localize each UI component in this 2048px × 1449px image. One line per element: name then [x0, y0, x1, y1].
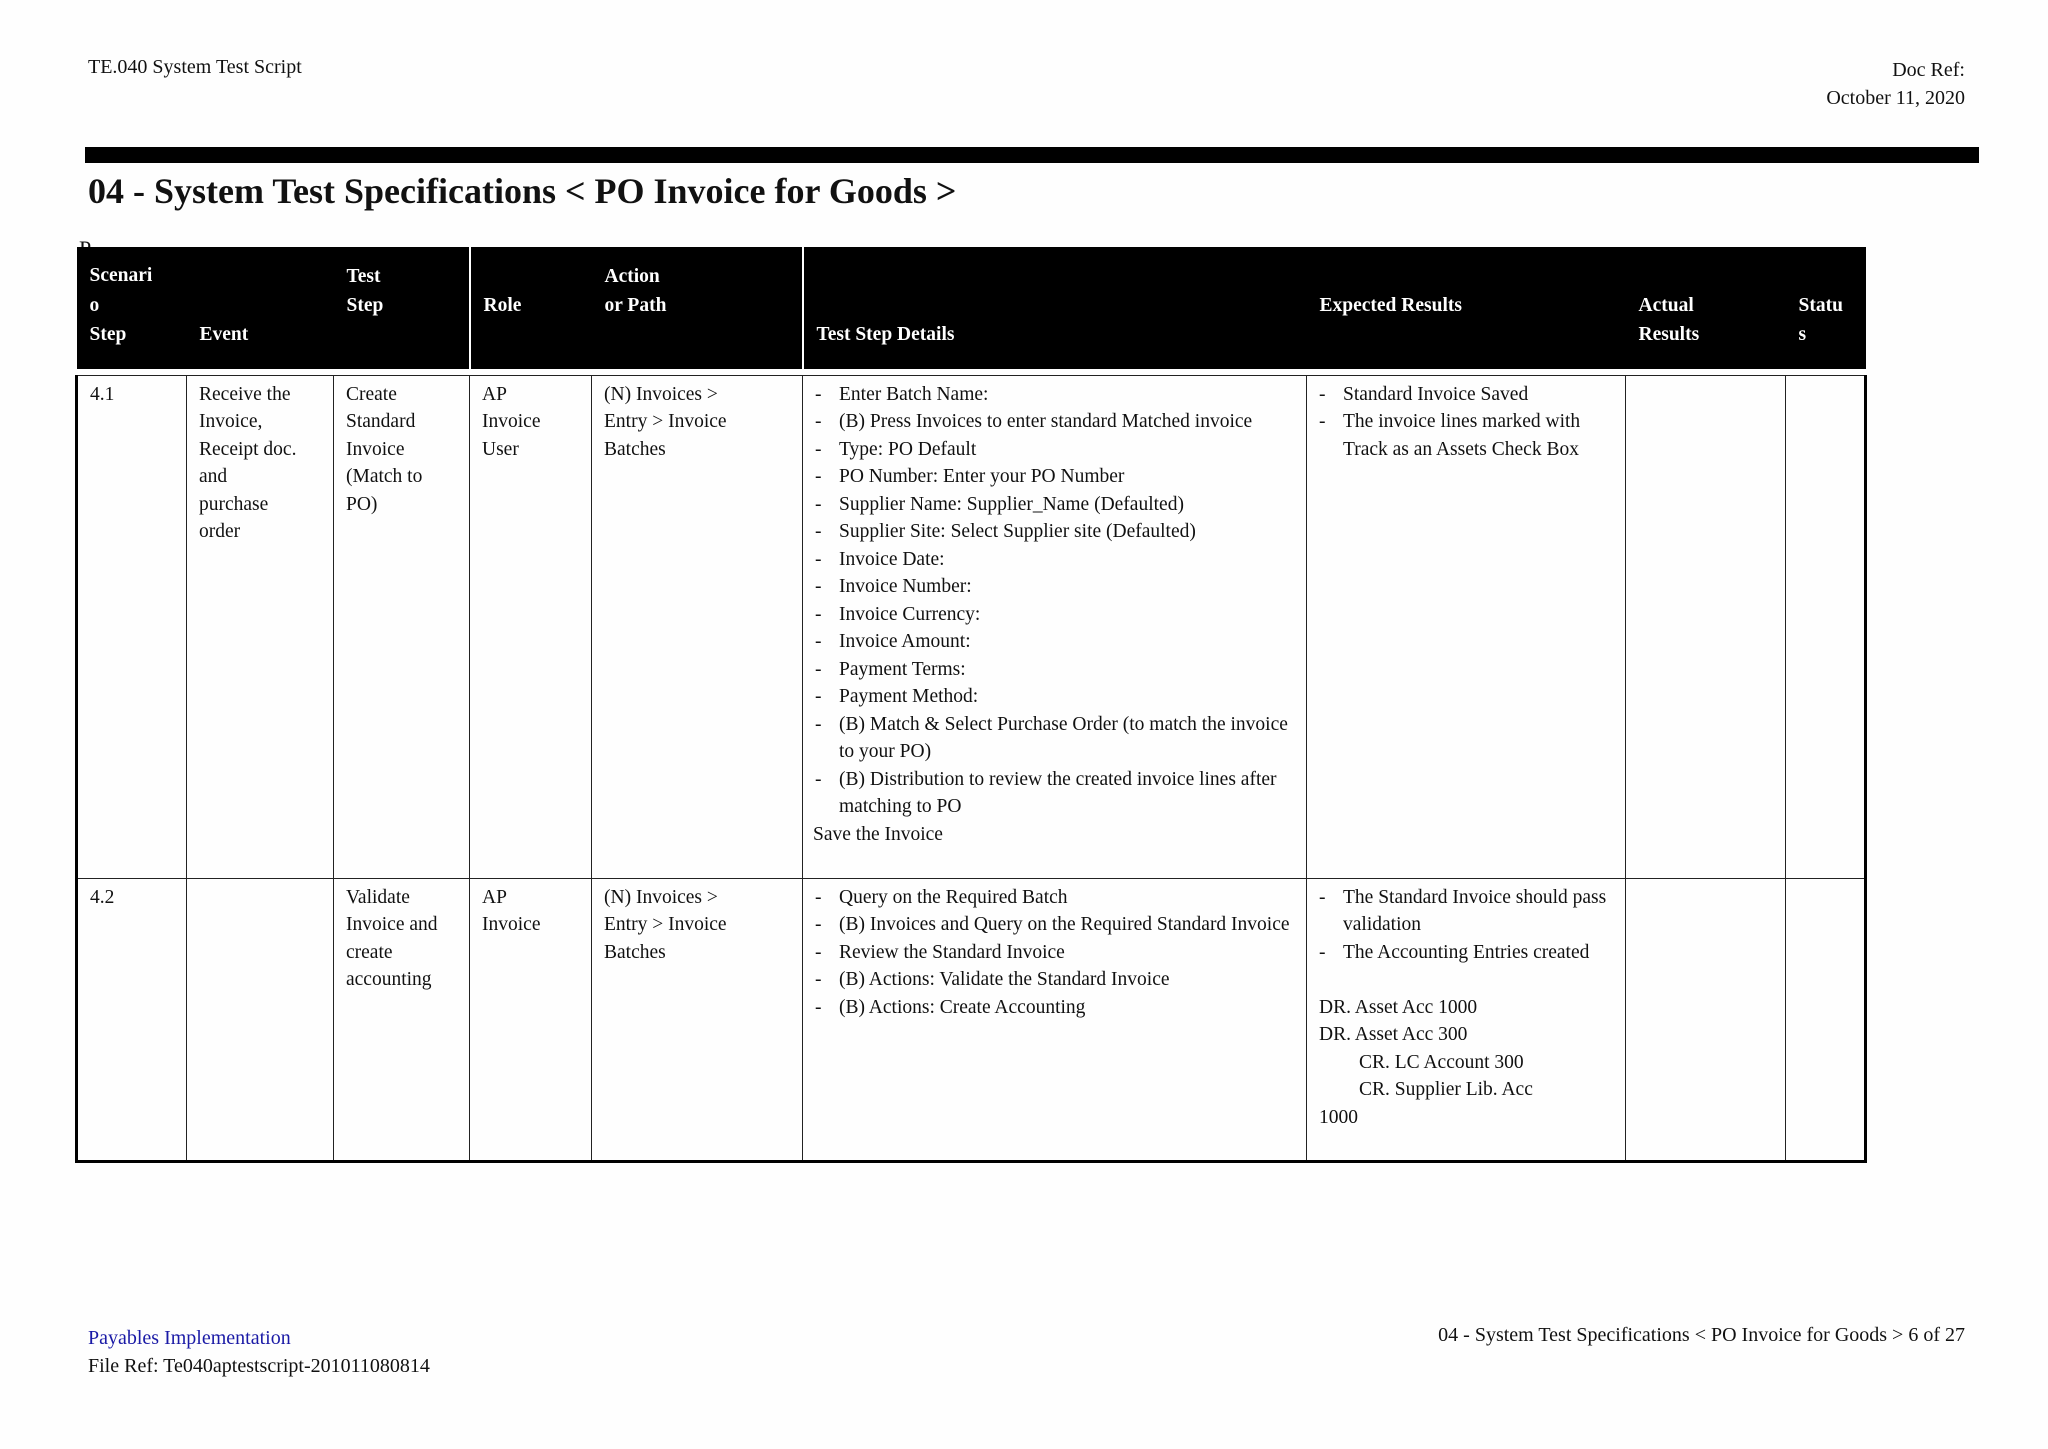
col-header-test-step-details: Test Step Details: [803, 247, 1307, 368]
col-header-event: Event: [199, 324, 249, 345]
doc-ref-block: [1826, 56, 1965, 112]
list-item: - The Standard Invoice should pass validation: [1319, 884, 1615, 939]
list-item: - Invoice Date:: [815, 546, 1296, 574]
list-item: - Enter Batch Name:: [815, 381, 1296, 409]
page-info: 04 - System Test Specifications < PO Invoice for Goods > 6 of 27: [1438, 1324, 1965, 1346]
list-item: - PO Number: Enter your PO Number: [815, 463, 1296, 491]
list-item: - Payment Method:: [815, 683, 1296, 711]
table-header-row: [77, 247, 1866, 368]
list-item: - Review the Standard Invoice: [815, 939, 1296, 967]
clipped-text-fragment: P: [79, 236, 92, 261]
cell-action-path: (N) Invoices > Entry > Invoice Batches: [592, 375, 803, 878]
cell-status[interactable]: [1786, 878, 1866, 1161]
list-item: - (B) Match & Select Purchase Order (to match the invoice to your PO): [815, 711, 1296, 766]
list-item: - Invoice Number:: [815, 573, 1296, 601]
entry-debit: DR. Asset Acc 1000: [1319, 996, 1478, 1018]
cell-event: Receive the Invoice, Receipt doc. and purchase order: [187, 375, 334, 878]
cell-test-step: Create Standard Invoice (Match to PO): [334, 375, 470, 878]
cell-role: AP Invoice User: [470, 375, 592, 878]
cell-step: 4.1: [77, 375, 187, 878]
cell-expected-results: [1307, 878, 1626, 1161]
file-ref: File Ref: Te040aptestscript-201011080814: [88, 1355, 430, 1377]
cell-expected-results: [1307, 375, 1626, 878]
project-link[interactable]: Payables Implementation: [88, 1327, 291, 1349]
header-rule: [85, 147, 1979, 163]
list-item: - (B) Press Invoices to enter standard Matched invoice: [815, 408, 1296, 436]
footer-left: [88, 1324, 430, 1380]
col-header-actual-results: Actual Results: [1638, 294, 1700, 345]
entry-credit: CR. Supplier Lib. Acc: [1359, 1079, 1533, 1100]
list-item: - Type: PO Default: [815, 436, 1296, 464]
table-row: [77, 375, 1866, 878]
cell-status[interactable]: [1786, 375, 1866, 878]
col-header-status: Statu s: [1798, 294, 1843, 345]
list-item: - (B) Distribution to review the created invoice lines after matching to PO: [815, 766, 1296, 821]
cell-role: AP Invoice: [470, 878, 592, 1161]
list-item: - Payment Terms:: [815, 656, 1296, 684]
document-title: TE.040 System Test Script: [88, 56, 302, 78]
section-title: 04 - System Test Specifications < PO Invoice for Goods >: [88, 171, 957, 211]
details-tail-text: Save the Invoice: [813, 823, 943, 845]
list-item: - (B) Invoices and Query on the Required Standard Invoice: [815, 911, 1296, 939]
list-item: - Invoice Currency:: [815, 601, 1296, 629]
col-header-test-step: Test Step: [346, 265, 384, 316]
entry-credit: CR. LC Account 300: [1359, 1051, 1524, 1073]
list-item: - (B) Actions: Validate the Standard Invoice: [815, 966, 1296, 994]
list-item: - Supplier Name: Supplier_Name (Defaulted): [815, 491, 1296, 519]
cell-event: [187, 878, 334, 1161]
entry-credit-amount: 1000: [1319, 1106, 1358, 1128]
list-item: - (B) Actions: Create Accounting: [815, 994, 1296, 1022]
document-date: October 11, 2020: [1826, 87, 1965, 109]
col-header-expected-results: Expected Results: [1319, 295, 1462, 316]
col-header-role: Role: [470, 247, 592, 368]
cell-action-path: (N) Invoices > Entry > Invoice Batches: [592, 878, 803, 1161]
list-item: - Invoice Amount:: [815, 628, 1296, 656]
table-row: [77, 878, 1866, 1161]
list-item: - The invoice lines marked with Track as an Assets Check Box: [1319, 408, 1615, 463]
cell-actual-results[interactable]: [1626, 375, 1786, 878]
cell-test-step-details: [803, 878, 1307, 1161]
test-spec-table: [75, 247, 1864, 1163]
cell-step: 4.2: [77, 878, 187, 1161]
list-item: - Query on the Required Batch: [815, 884, 1296, 912]
list-item: - Standard Invoice Saved: [1319, 381, 1615, 409]
col-header-scenario-step: Scenari o Step: [89, 265, 153, 345]
cell-test-step: Validate Invoice and create accounting: [334, 878, 470, 1161]
cell-test-step-details: [803, 375, 1307, 878]
entry-debit: DR. Asset Acc 300: [1319, 1024, 1468, 1045]
list-item: - Supplier Site: Select Supplier site (Defaulted): [815, 518, 1296, 546]
col-header-action-path: Action or Path: [604, 265, 667, 316]
doc-ref-label: Doc Ref:: [1892, 59, 1965, 81]
cell-actual-results[interactable]: [1626, 878, 1786, 1161]
list-item: - The Accounting Entries created: [1319, 939, 1615, 967]
